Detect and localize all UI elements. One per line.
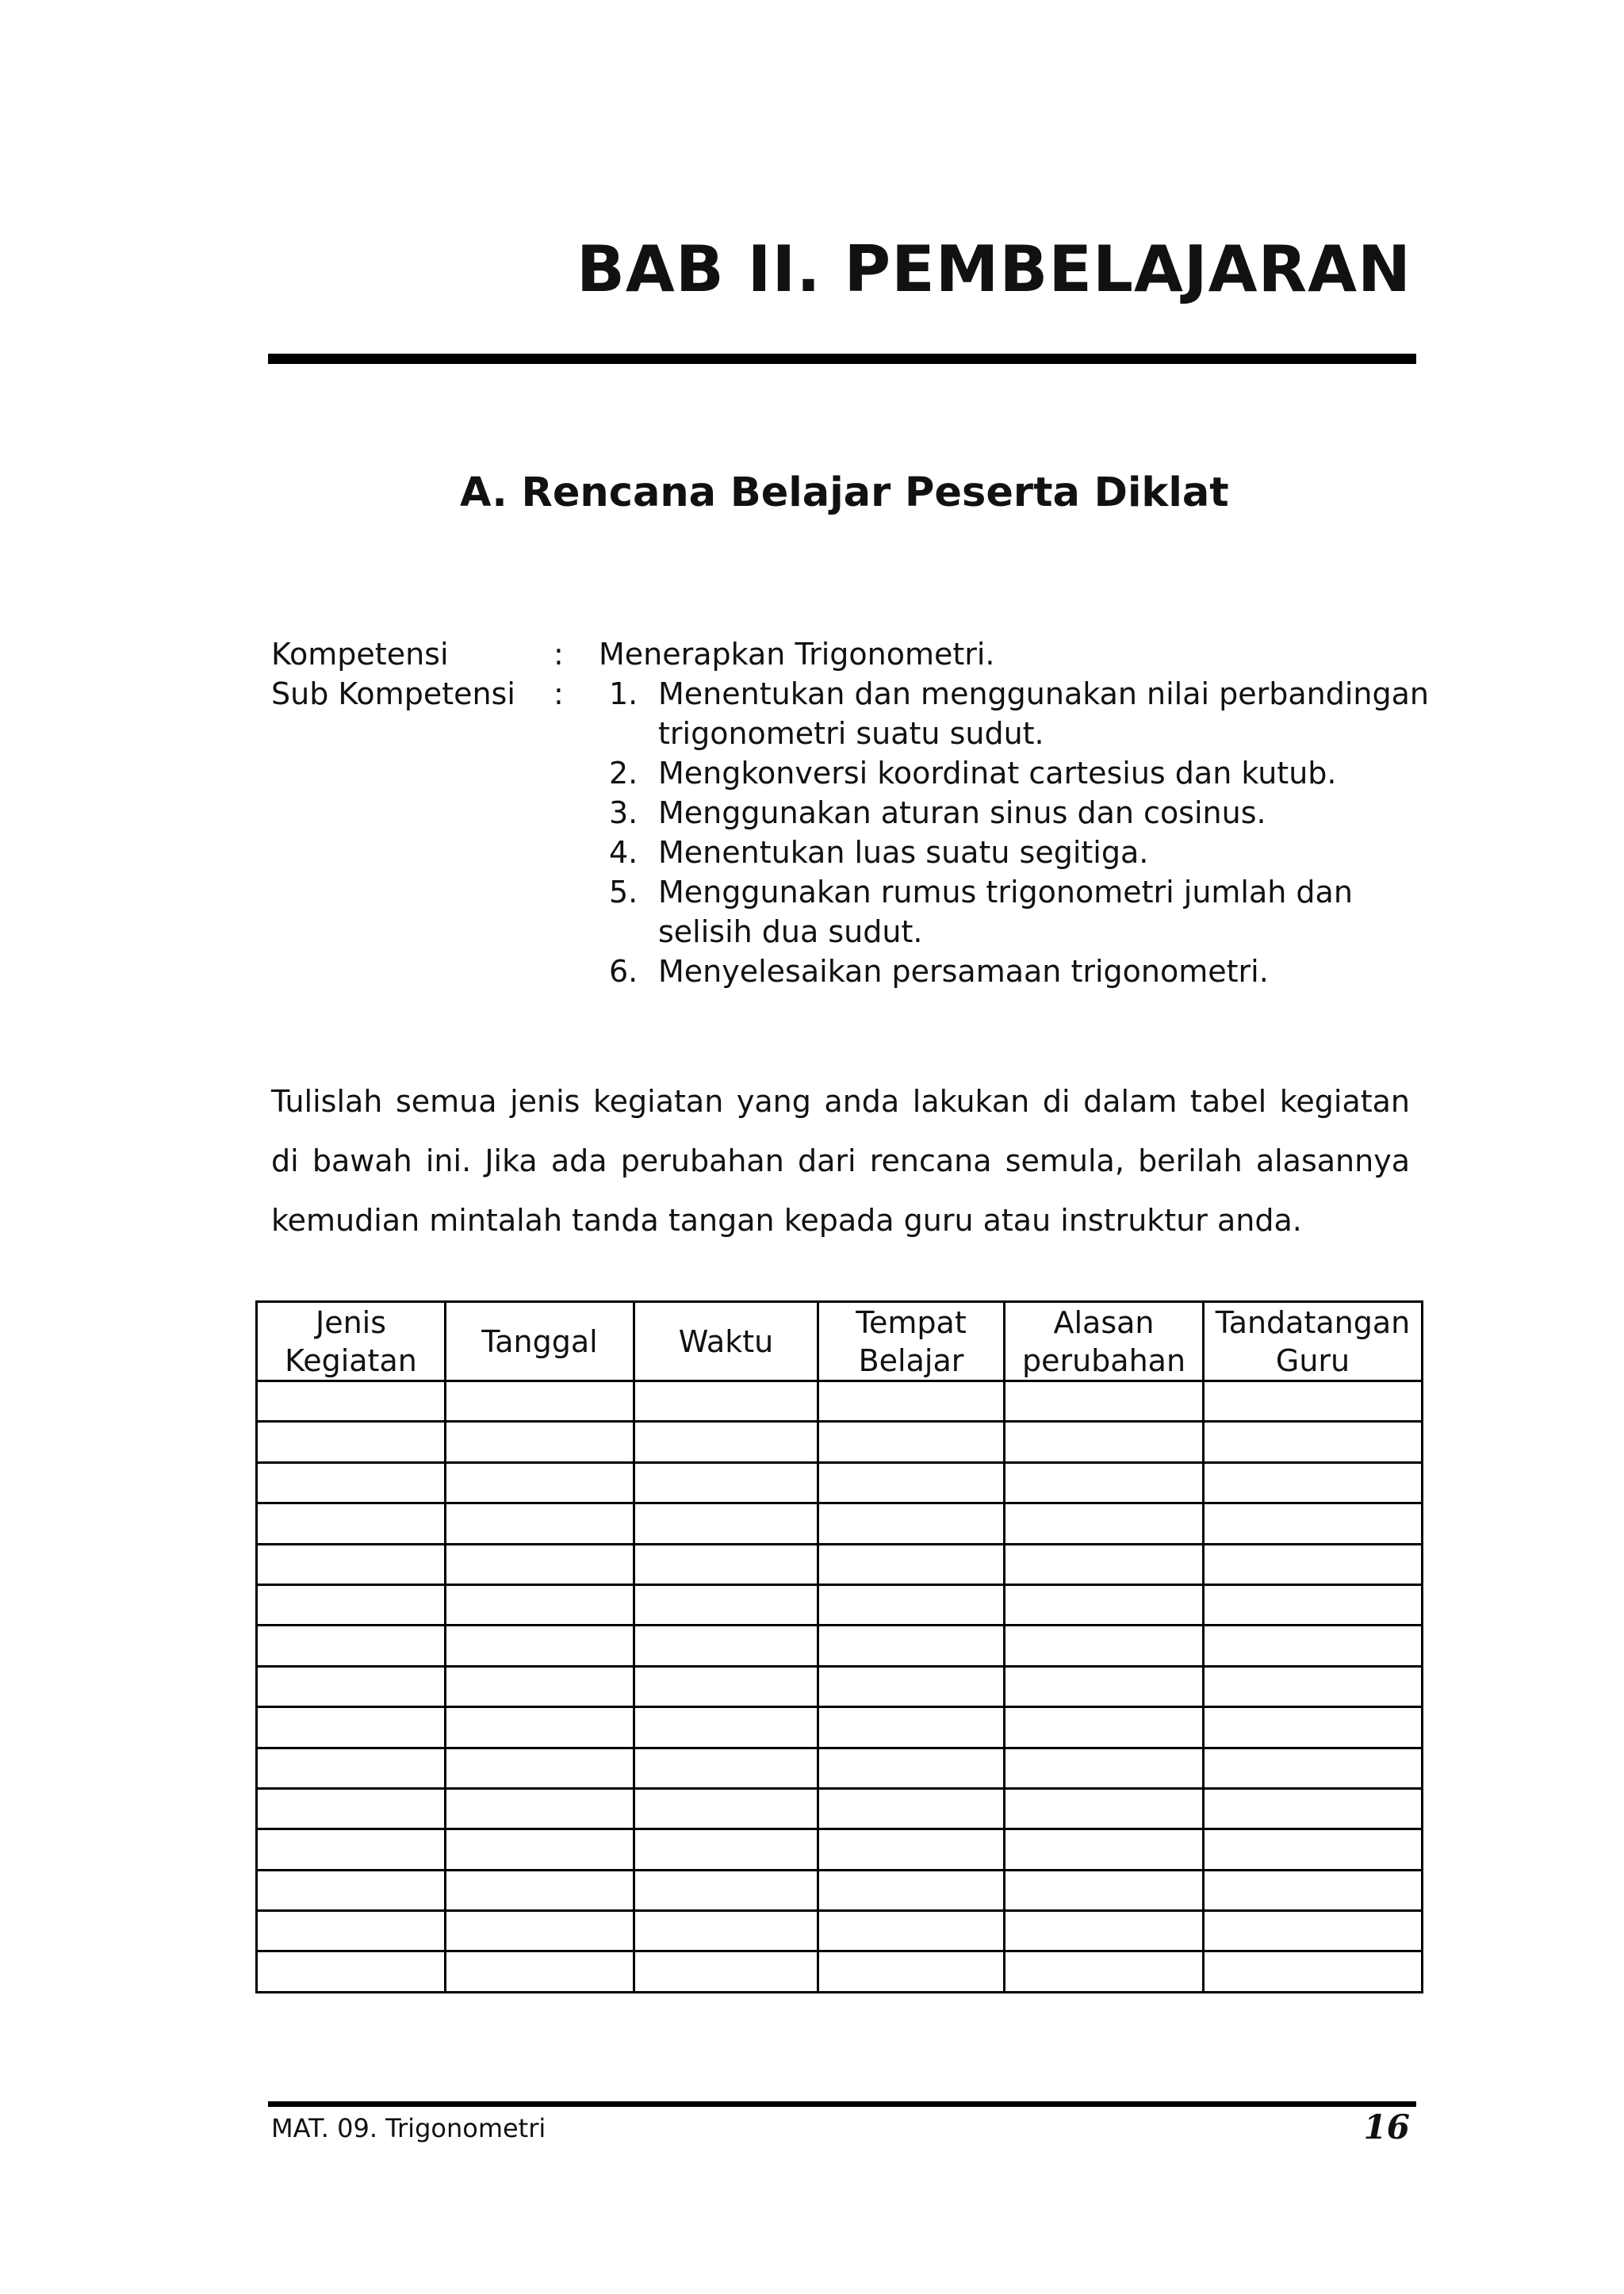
table-cell — [1204, 1707, 1423, 1748]
sub-item-number: 1. — [609, 676, 638, 711]
sub-item-text: Menggunakan rumus trigonometri jumlah dan — [658, 875, 1353, 910]
table-cell — [634, 1381, 818, 1422]
table-cell — [1005, 1911, 1204, 1951]
header-jenis-kegiatan: Jenis Kegiatan — [257, 1302, 446, 1381]
table-cell — [1204, 1584, 1423, 1625]
intro-paragraph: Tulislah semua jenis kegiatan yang anda lakukan di dalam tabel kegiatan di bawah ini. Jika ada perubahan dari rencana semula, berilah alasannya kemudian mintalah tanda tangan kepada guru atau instruktur anda. — [271, 1084, 1410, 1238]
table-cell — [257, 1666, 446, 1706]
sub-item-text: Menentukan dan menggunakan nilai perbandingan — [658, 676, 1430, 711]
table-row — [257, 1748, 1423, 1788]
table-cell — [1005, 1626, 1204, 1666]
table-cell — [257, 1707, 446, 1748]
table-cell — [446, 1951, 634, 1993]
table-row — [257, 1544, 1423, 1584]
table-cell — [634, 1666, 818, 1706]
table-cell — [1005, 1870, 1204, 1910]
table-row — [257, 1911, 1423, 1951]
table-cell — [1005, 1584, 1204, 1625]
footer-module-label: MAT. 09. Trigonometri — [271, 2113, 546, 2143]
table-cell — [634, 1462, 818, 1503]
table-cell — [1204, 1911, 1423, 1951]
table-cell — [1204, 1503, 1423, 1544]
table-cell — [818, 1544, 1005, 1584]
sub-kompetensi-colon: : — [553, 676, 564, 711]
table-cell — [1005, 1503, 1204, 1544]
table-cell — [446, 1788, 634, 1829]
table-cell — [446, 1870, 634, 1910]
table-cell — [446, 1829, 634, 1870]
table-cell — [446, 1666, 634, 1706]
table-cell — [634, 1788, 818, 1829]
sub-kompetensi-label: Sub Kompetensi — [271, 676, 515, 711]
table-cell — [1005, 1951, 1204, 1993]
table-row — [257, 1462, 1423, 1503]
table-cell — [446, 1503, 634, 1544]
table-cell — [1204, 1462, 1423, 1503]
header-tanggal: Tanggal — [446, 1302, 634, 1381]
table-cell — [1005, 1829, 1204, 1870]
sub-item-text: selisih dua sudut. — [658, 914, 923, 949]
title-rule — [268, 354, 1416, 364]
section-title: A. Rencana Belajar Peserta Diklat — [460, 469, 1229, 516]
sub-item-text: Menentukan luas suatu segitiga. — [658, 835, 1149, 870]
table-cell — [257, 1462, 446, 1503]
table-cell — [818, 1422, 1005, 1462]
table-cell — [818, 1503, 1005, 1544]
table-cell — [257, 1422, 446, 1462]
header-tempat-belajar: Tempat Belajar — [818, 1302, 1005, 1381]
table-cell — [634, 1829, 818, 1870]
table-cell — [257, 1748, 446, 1788]
kompetensi-colon: : — [553, 637, 564, 672]
table-row — [257, 1584, 1423, 1625]
table-cell — [1204, 1748, 1423, 1788]
table-cell — [446, 1462, 634, 1503]
table-cell — [1005, 1666, 1204, 1706]
table-cell — [257, 1829, 446, 1870]
table-row — [257, 1626, 1423, 1666]
sub-item-text: Menyelesaikan persamaan trigonometri. — [658, 954, 1269, 989]
table-row — [257, 1870, 1423, 1910]
table-cell — [818, 1911, 1005, 1951]
table-cell — [446, 1422, 634, 1462]
table-cell — [1204, 1951, 1423, 1993]
sub-item-number: 3. — [609, 795, 638, 830]
sub-item-text: Menggunakan aturan sinus dan cosinus. — [658, 795, 1266, 830]
sub-item-text: trigonometri suatu sudut. — [658, 716, 1044, 751]
table-row — [257, 1381, 1423, 1422]
sub-item-number: 4. — [609, 835, 638, 870]
table-cell — [818, 1381, 1005, 1422]
chapter-title: BAB II. PEMBELAJARAN — [576, 232, 1411, 306]
table-cell — [257, 1951, 446, 1993]
table-cell — [818, 1462, 1005, 1503]
table-cell — [257, 1788, 446, 1829]
table-cell — [634, 1584, 818, 1625]
table-cell — [818, 1584, 1005, 1625]
table-row — [257, 1951, 1423, 1993]
table-row — [257, 1829, 1423, 1870]
header-waktu: Waktu — [634, 1302, 818, 1381]
header-alasan-perubahan: Alasan perubahan — [1005, 1302, 1204, 1381]
table-cell — [1005, 1748, 1204, 1788]
table-cell — [446, 1748, 634, 1788]
activity-table-body — [257, 1381, 1423, 1993]
table-cell — [1005, 1462, 1204, 1503]
table-cell — [634, 1870, 818, 1910]
table-cell — [446, 1707, 634, 1748]
kompetensi-value: Menerapkan Trigonometri. — [599, 637, 995, 672]
table-cell — [446, 1584, 634, 1625]
table-cell — [634, 1422, 818, 1462]
table-cell — [818, 1626, 1005, 1666]
table-cell — [257, 1911, 446, 1951]
table-cell — [446, 1626, 634, 1666]
table-cell — [818, 1870, 1005, 1910]
table-cell — [1005, 1707, 1204, 1748]
table-cell — [257, 1626, 446, 1666]
table-cell — [634, 1544, 818, 1584]
table-cell — [634, 1626, 818, 1666]
table-cell — [818, 1748, 1005, 1788]
table-cell — [1204, 1870, 1423, 1910]
table-row — [257, 1788, 1423, 1829]
table-cell — [1204, 1829, 1423, 1870]
table-cell — [257, 1870, 446, 1910]
table-cell — [446, 1911, 634, 1951]
header-tandatangan-guru: Tandatangan Guru — [1204, 1302, 1423, 1381]
table-cell — [1204, 1666, 1423, 1706]
table-cell — [257, 1584, 446, 1625]
table-cell — [1204, 1422, 1423, 1462]
table-cell — [1005, 1788, 1204, 1829]
sub-item-number: 2. — [609, 756, 638, 791]
table-cell — [1005, 1381, 1204, 1422]
sub-item-number: 6. — [609, 954, 638, 989]
table-cell — [257, 1381, 446, 1422]
table-cell — [818, 1829, 1005, 1870]
table-cell — [257, 1544, 446, 1584]
table-cell — [634, 1503, 818, 1544]
activity-table — [255, 1300, 1423, 1993]
sub-item-text: Mengkonversi koordinat cartesius dan kutub. — [658, 756, 1337, 791]
sub-item-number: 5. — [609, 875, 638, 910]
table-cell — [634, 1748, 818, 1788]
table-cell — [634, 1707, 818, 1748]
table-cell — [257, 1503, 446, 1544]
table-cell — [818, 1788, 1005, 1829]
table-cell — [1204, 1544, 1423, 1584]
table-cell — [1005, 1422, 1204, 1462]
table-cell — [1204, 1381, 1423, 1422]
table-row — [257, 1422, 1423, 1462]
table-cell — [634, 1951, 818, 1993]
table-cell — [1005, 1544, 1204, 1584]
table-cell — [446, 1381, 634, 1422]
table-cell — [818, 1707, 1005, 1748]
footer-rule — [268, 2101, 1416, 2107]
table-cell — [634, 1911, 818, 1951]
table-row — [257, 1666, 1423, 1706]
table-cell — [1204, 1788, 1423, 1829]
page-number: 16 — [1363, 2108, 1410, 2147]
kompetensi-label: Kompetensi — [271, 637, 449, 672]
table-row — [257, 1707, 1423, 1748]
table-cell — [446, 1544, 634, 1584]
table-row — [257, 1503, 1423, 1544]
table-cell — [1204, 1626, 1423, 1666]
table-cell — [818, 1666, 1005, 1706]
table-header-row — [257, 1302, 1423, 1381]
table-cell — [818, 1951, 1005, 1993]
